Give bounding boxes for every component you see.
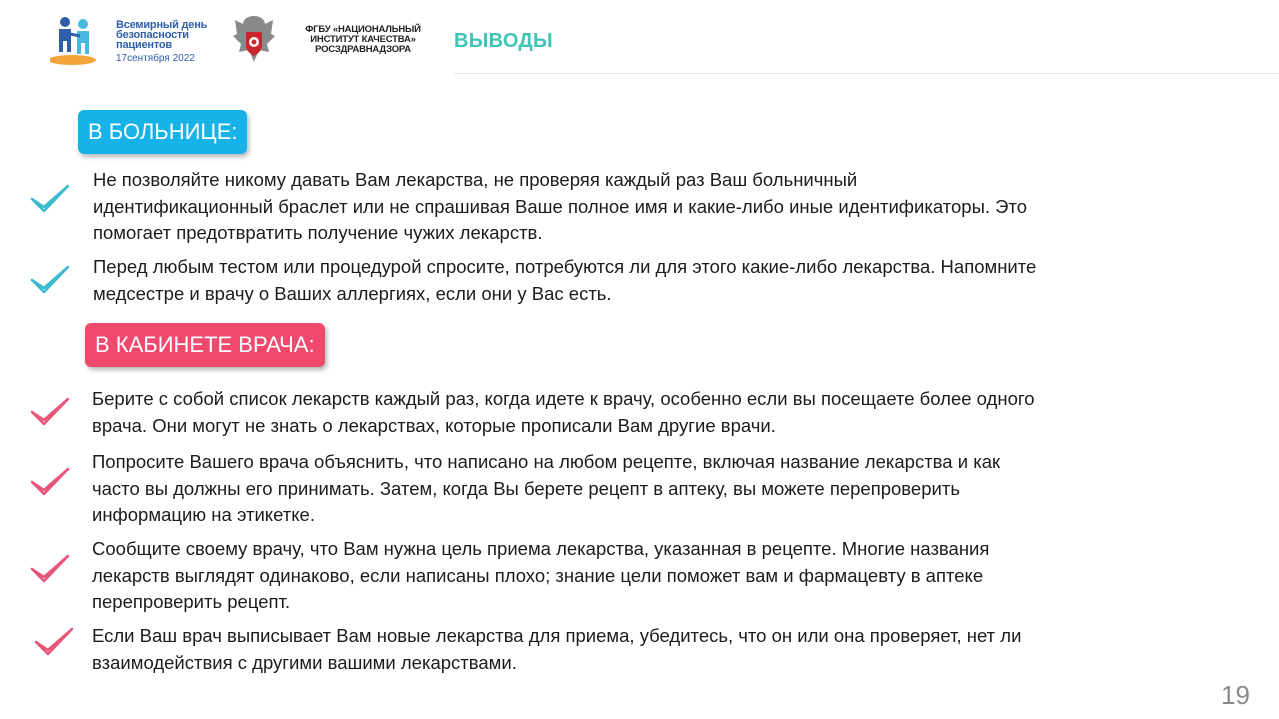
item-text-line: Перед любым тестом или процедурой спросите, потребуются ли для этого какие-либо лекарства. Напомните	[93, 256, 1037, 277]
section-badge-doctor-office: В КАБИНЕТЕ ВРАЧА:	[85, 323, 325, 367]
item-text-line: врача. Они могут не знать о лекарствах, которые прописали Вам другие врачи.	[92, 414, 776, 436]
item-text-line: взаимодействия с другими вашими лекарствами.	[92, 651, 517, 673]
title-divider	[454, 73, 1279, 74]
item-text-line: часто вы должны его принимать. Затем, когда Вы берете рецепт в аптеку, вы можете перепроверить	[92, 477, 960, 499]
checkmark-icon	[34, 626, 74, 658]
item-text-line: информацию на этикетке.	[92, 504, 315, 525]
slide-title: ВЫВОДЫ	[454, 30, 553, 52]
double-eagle-emblem-icon	[229, 12, 279, 66]
section-badge-hospital: В БОЛЬНИЦЕ:	[78, 110, 247, 154]
item-text-line: идентификационный браслет или не спрашивая Ваше полное имя и какие-либо иные идентификаторы. Это	[93, 195, 1028, 217]
checkmark-icon	[30, 466, 70, 498]
checkmark-icon	[30, 553, 70, 585]
patient-safety-day-title: Всемирный день безопасности пациентов	[116, 19, 208, 51]
page-number: 19	[1221, 680, 1250, 710]
patient-safety-day-date: 17сентября 2022	[116, 53, 195, 64]
item-text-line: Если Ваш врач выписывает Вам новые лекарства для приема, убедитесь, что он или она проверяет, нет ли	[92, 625, 1022, 646]
item-text-line: помогает предотвратить получение чужих лекарств.	[93, 222, 543, 243]
item-text-line: Попросите Вашего врача объяснить, что написано на любом рецепте, включая название лекарства и как	[92, 451, 1001, 472]
item-text-line: перепроверить рецепт.	[92, 591, 291, 612]
item-text-line: лекарств выглядят одинаково, если написаны плохо; знание цели поможет вам и фармацевту в аптеке	[92, 564, 984, 586]
item-text-line: Берите с собой список лекарств каждый раз, когда идете к врачу, особенно если вы посещаете более одного	[92, 388, 1035, 409]
item-text-line: Не позволяйте никому давать Вам лекарства, не проверяя каждый раз Ваш больничный	[93, 169, 858, 190]
checkmark-icon	[30, 183, 70, 215]
slide-header	[0, 0, 1279, 80]
checkmark-icon	[30, 264, 70, 296]
checkmark-icon	[30, 396, 70, 428]
item-text-line: Сообщите своему врачу, что Вам нужна цель приема лекарства, указанная в рецепте. Многие названия	[92, 538, 990, 559]
item-text-line: медсестре и врачу о Ваших аллергиях, если они у Вас есть.	[93, 282, 612, 304]
institute-name: ФГБУ «НАЦИОНАЛЬНЫЙ ИНСТИТУТ КАЧЕСТВА» РОСЗДРАВНАДЗОРА	[305, 24, 421, 55]
